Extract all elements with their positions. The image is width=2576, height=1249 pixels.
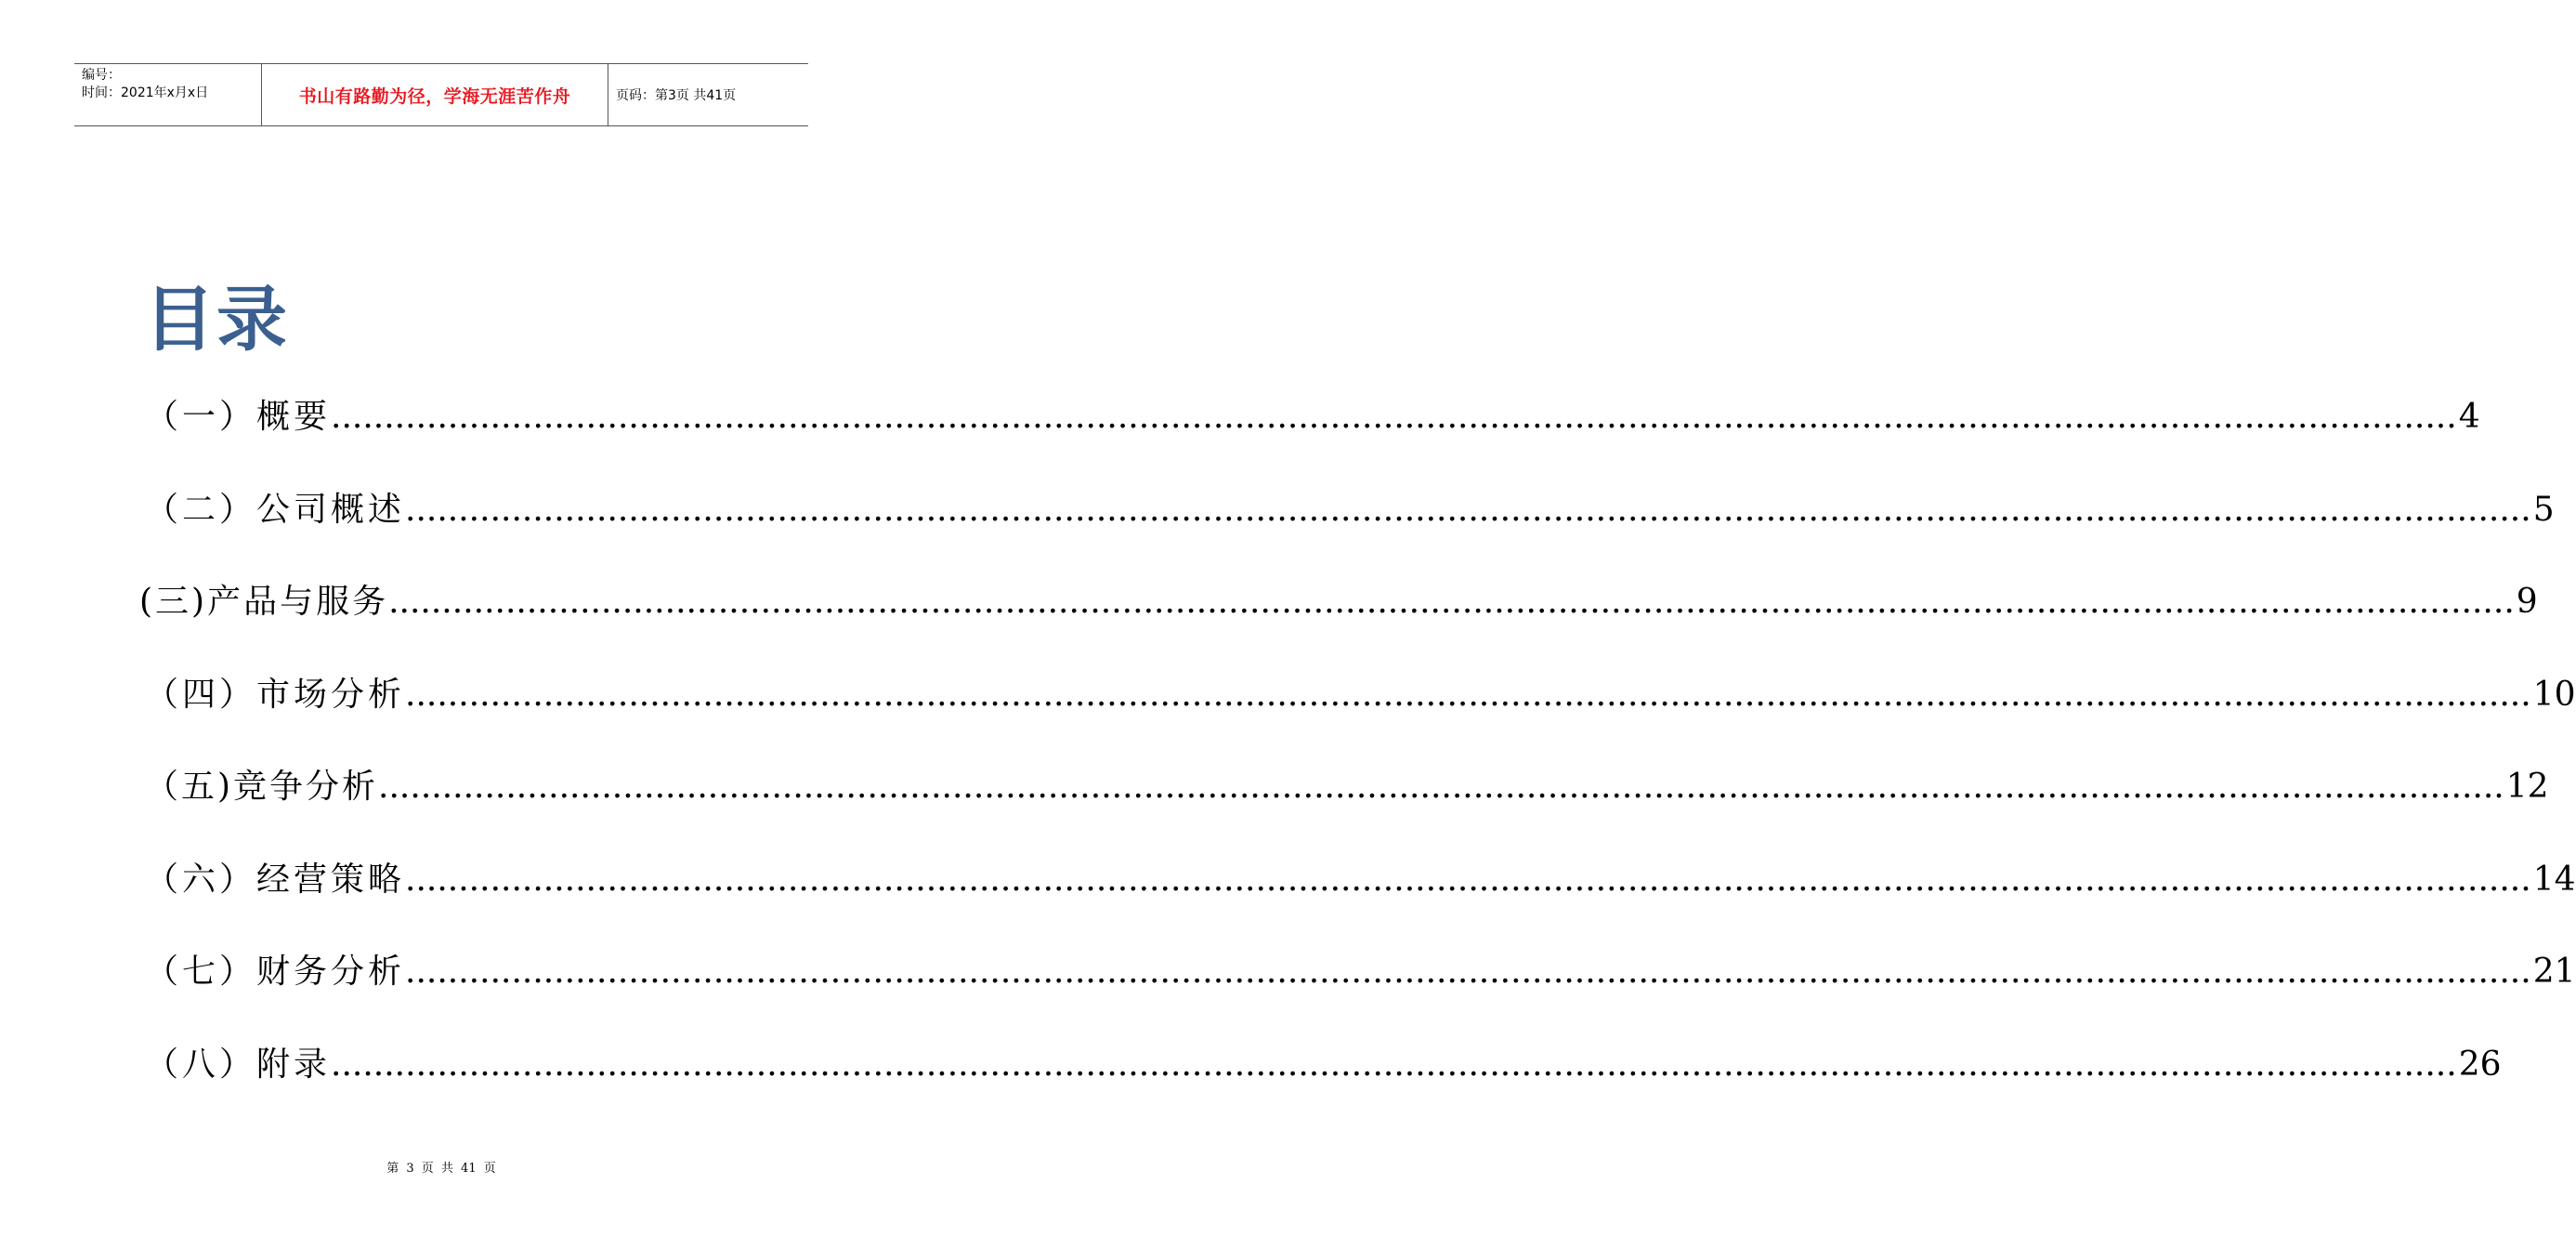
toc-leader-dots: ........................................................................................................................................................................................................ (405, 490, 2531, 529)
toc-entry[interactable] (139, 668, 2576, 761)
toc-entry[interactable] (139, 390, 2480, 483)
toc-leader-dots: ........................................................................................................................................................................................................ (331, 1045, 2457, 1084)
header-number-label: 编号： (82, 68, 121, 83)
toc-leader-dots: ........................................................................................................................................................................................................ (388, 583, 2515, 621)
toc-leader-dots: ........................................................................................................................................................................................................ (405, 953, 2531, 991)
toc-entry-label: （二）公司概述 (145, 490, 406, 529)
toc-entry-page: 26 (2458, 1045, 2502, 1084)
header-motto: 书山有路勤为径，学海无涯苦作舟 (262, 64, 608, 125)
toc-title: 目录 (144, 278, 289, 361)
toc-entry-label: （六）经营策略 (145, 860, 406, 899)
page-footer: 第 3 页 共 41 页 (386, 1162, 496, 1176)
toc-entry-label: （四）市场分析 (145, 675, 406, 714)
toc-entry[interactable] (139, 853, 2576, 946)
toc-entry-page: 4 (2458, 398, 2480, 436)
header-meta (74, 64, 262, 125)
table-of-contents (139, 390, 2576, 1130)
toc-entry[interactable] (139, 1038, 2502, 1131)
toc-entry[interactable] (139, 945, 2576, 1038)
toc-leader-dots: ........................................................................................................................................................................................................ (405, 860, 2531, 899)
toc-entry-page: 10 (2532, 675, 2576, 714)
header-time-label: 时间：2021年x月x日 (82, 85, 209, 100)
toc-entry-page: 14 (2532, 860, 2576, 899)
toc-entry-page: 21 (2532, 953, 2576, 991)
toc-entry-label: （七）财务分析 (145, 953, 406, 991)
toc-entry[interactable] (139, 760, 2549, 853)
toc-entry-page: 9 (2516, 583, 2538, 621)
toc-entry-page: 5 (2532, 490, 2555, 529)
toc-entry-label: （一）概要 (145, 398, 332, 436)
toc-leader-dots: ........................................................................................................................................................................................................ (378, 768, 2504, 806)
toc-entry-label: (三)产品与服务 (139, 583, 389, 621)
toc-entry[interactable] (139, 483, 2555, 576)
toc-entry-page: 12 (2505, 768, 2549, 806)
toc-leader-dots: ........................................................................................................................................................................................................ (331, 398, 2457, 436)
header-page-info: 页码：第3页 共41页 (616, 88, 737, 103)
toc-entry-label: （八）附录 (145, 1045, 332, 1084)
toc-entry[interactable] (139, 575, 2538, 668)
toc-entry-label: （五)竞争分析 (145, 768, 379, 806)
page-header (74, 63, 808, 126)
toc-leader-dots: ........................................................................................................................................................................................................ (405, 675, 2531, 714)
